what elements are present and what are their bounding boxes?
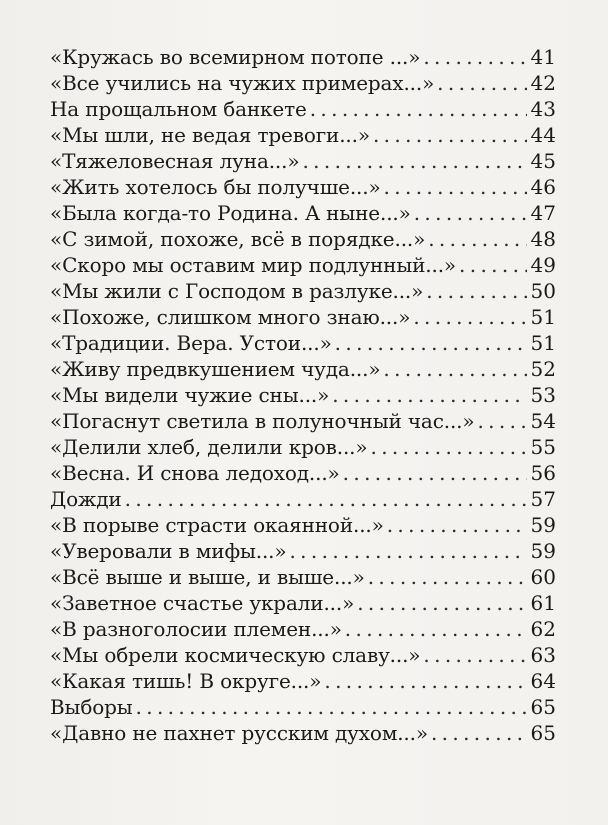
dot-leader	[459, 252, 527, 278]
dot-leader	[335, 330, 527, 356]
toc-entry-page-number: 47	[530, 201, 556, 225]
toc-entry-page-number: 52	[530, 357, 556, 381]
toc-entry-page-number: 42	[530, 71, 556, 95]
toc-entry-page-number: 65	[530, 695, 556, 719]
dot-leader	[426, 278, 526, 304]
toc-entry-page-number: 50	[530, 279, 556, 303]
toc-entry	[50, 434, 556, 460]
toc-entry-title: «Тяжеловесная луна...»	[50, 149, 300, 173]
toc-entry-page-number: 45	[530, 149, 556, 173]
toc-entry-title: «Была когда-то Родина. А ныне...»	[50, 201, 411, 225]
dot-leader	[414, 200, 527, 226]
toc-entry-title: «Все учились на чужих примерах...»	[50, 71, 435, 95]
toc-entry-title: «Мы жили с Господом в разлуке...»	[50, 279, 424, 303]
dot-leader	[302, 148, 526, 174]
dot-leader	[477, 408, 526, 434]
dot-leader	[310, 96, 527, 122]
toc-entry-title: «Заветное счастье украли...»	[50, 591, 355, 615]
toc-entry	[50, 122, 556, 148]
toc-entry-title: «Похоже, слишком много знаю...»	[50, 305, 411, 329]
toc-entry	[50, 590, 556, 616]
toc-entry-title: На прощальном банкете	[50, 97, 307, 121]
toc-entry-page-number: 64	[530, 669, 556, 693]
toc-entry	[50, 694, 556, 720]
toc-entry-page-number: 60	[530, 565, 556, 589]
toc-entry	[50, 252, 556, 278]
toc-entry-title: Дожди	[50, 487, 122, 511]
toc-entry	[50, 70, 556, 96]
toc-entry-title: «Жить хотелось бы получше...»	[50, 175, 381, 199]
dot-leader	[368, 564, 527, 590]
table-of-contents	[50, 44, 556, 746]
toc-entry	[50, 304, 556, 330]
toc-entry-page-number: 41	[530, 45, 556, 69]
toc-entry-page-number: 65	[530, 721, 556, 745]
toc-entry-title: «Мы видели чужие сны...»	[50, 383, 330, 407]
toc-entry-title: «Мы обрели космическую славу...»	[50, 643, 421, 667]
dot-leader	[332, 382, 526, 408]
toc-entry	[50, 460, 556, 486]
toc-entry	[50, 408, 556, 434]
toc-entry	[50, 148, 556, 174]
toc-entry	[50, 642, 556, 668]
toc-entry-page-number: 43	[530, 97, 556, 121]
toc-entry-page-number: 46	[530, 175, 556, 199]
dot-leader	[345, 616, 527, 642]
dot-leader	[373, 122, 527, 148]
dot-leader	[289, 538, 526, 564]
toc-entry	[50, 486, 556, 512]
dot-leader	[387, 512, 527, 538]
dot-leader	[136, 694, 527, 720]
toc-entry-title: «Делили хлеб, делили кров...»	[50, 435, 368, 459]
toc-entry-title: «Мы шли, не ведая тревоги...»	[50, 123, 370, 147]
dot-leader	[437, 70, 526, 96]
toc-entry-title: «Уверовали в мифы...»	[50, 539, 287, 563]
toc-entry-title: «Весна. И снова ледоход...»	[50, 461, 340, 485]
toc-entry-title: «В разноголосии племен...»	[50, 617, 342, 641]
dot-leader	[370, 434, 526, 460]
dot-leader	[413, 304, 526, 330]
toc-entry	[50, 356, 556, 382]
toc-entry-page-number: 55	[530, 435, 556, 459]
dot-leader	[383, 356, 526, 382]
toc-entry	[50, 200, 556, 226]
toc-entry-title: «Всё выше и выше, и выше...»	[50, 565, 365, 589]
dot-leader	[423, 44, 526, 70]
toc-entry-page-number: 56	[530, 461, 556, 485]
toc-entry	[50, 174, 556, 200]
toc-entry	[50, 226, 556, 252]
dot-leader	[125, 486, 527, 512]
toc-entry-page-number: 48	[530, 227, 556, 251]
toc-entry-page-number: 61	[530, 591, 556, 615]
toc-entry-page-number: 62	[530, 617, 556, 641]
toc-entry-page-number: 51	[530, 305, 556, 329]
toc-entry	[50, 564, 556, 590]
dot-leader	[384, 174, 527, 200]
toc-entry	[50, 512, 556, 538]
toc-entry-title: «Живу предвкушением чуда...»	[50, 357, 381, 381]
toc-entry-page-number: 54	[530, 409, 556, 433]
toc-entry-page-number: 59	[530, 539, 556, 563]
toc-entry	[50, 720, 556, 746]
toc-entry	[50, 44, 556, 70]
toc-entry-page-number: 59	[530, 513, 556, 537]
dot-leader	[423, 642, 526, 668]
toc-entry-title: «Давно не пахнет русским духом...»	[50, 721, 428, 745]
dot-leader	[428, 226, 526, 252]
toc-entry-title: «В порыве страсти окаянной...»	[50, 513, 384, 537]
toc-entry-title: «Погаснут светила в полуночный час...»	[50, 409, 475, 433]
dot-leader	[431, 720, 527, 746]
toc-entry-page-number: 44	[530, 123, 556, 147]
toc-entry-page-number: 63	[530, 643, 556, 667]
toc-entry	[50, 96, 556, 122]
toc-entry	[50, 330, 556, 356]
toc-entry	[50, 616, 556, 642]
toc-entry-title: «Традиции. Вера. Устои...»	[50, 331, 332, 355]
toc-entry	[50, 278, 556, 304]
dot-leader	[324, 668, 526, 694]
toc-entry-title: «С зимой, похоже, всё в порядке...»	[50, 227, 426, 251]
toc-entry-page-number: 57	[530, 487, 556, 511]
toc-entry-page-number: 49	[530, 253, 556, 277]
toc-entry	[50, 668, 556, 694]
toc-entry-title: «Какая тишь! В округе...»	[50, 669, 322, 693]
toc-entry-title: Выборы	[50, 695, 133, 719]
toc-entry	[50, 382, 556, 408]
dot-leader	[357, 590, 526, 616]
dot-leader	[343, 460, 527, 486]
toc-entry-page-number: 53	[530, 383, 556, 407]
toc-entry-title: «Кружась во всемирном потопе ...»	[50, 45, 421, 69]
toc-entry-title: «Скоро мы оставим мир подлунный...»	[50, 253, 457, 277]
toc-entry-page-number: 51	[530, 331, 556, 355]
toc-entry	[50, 538, 556, 564]
